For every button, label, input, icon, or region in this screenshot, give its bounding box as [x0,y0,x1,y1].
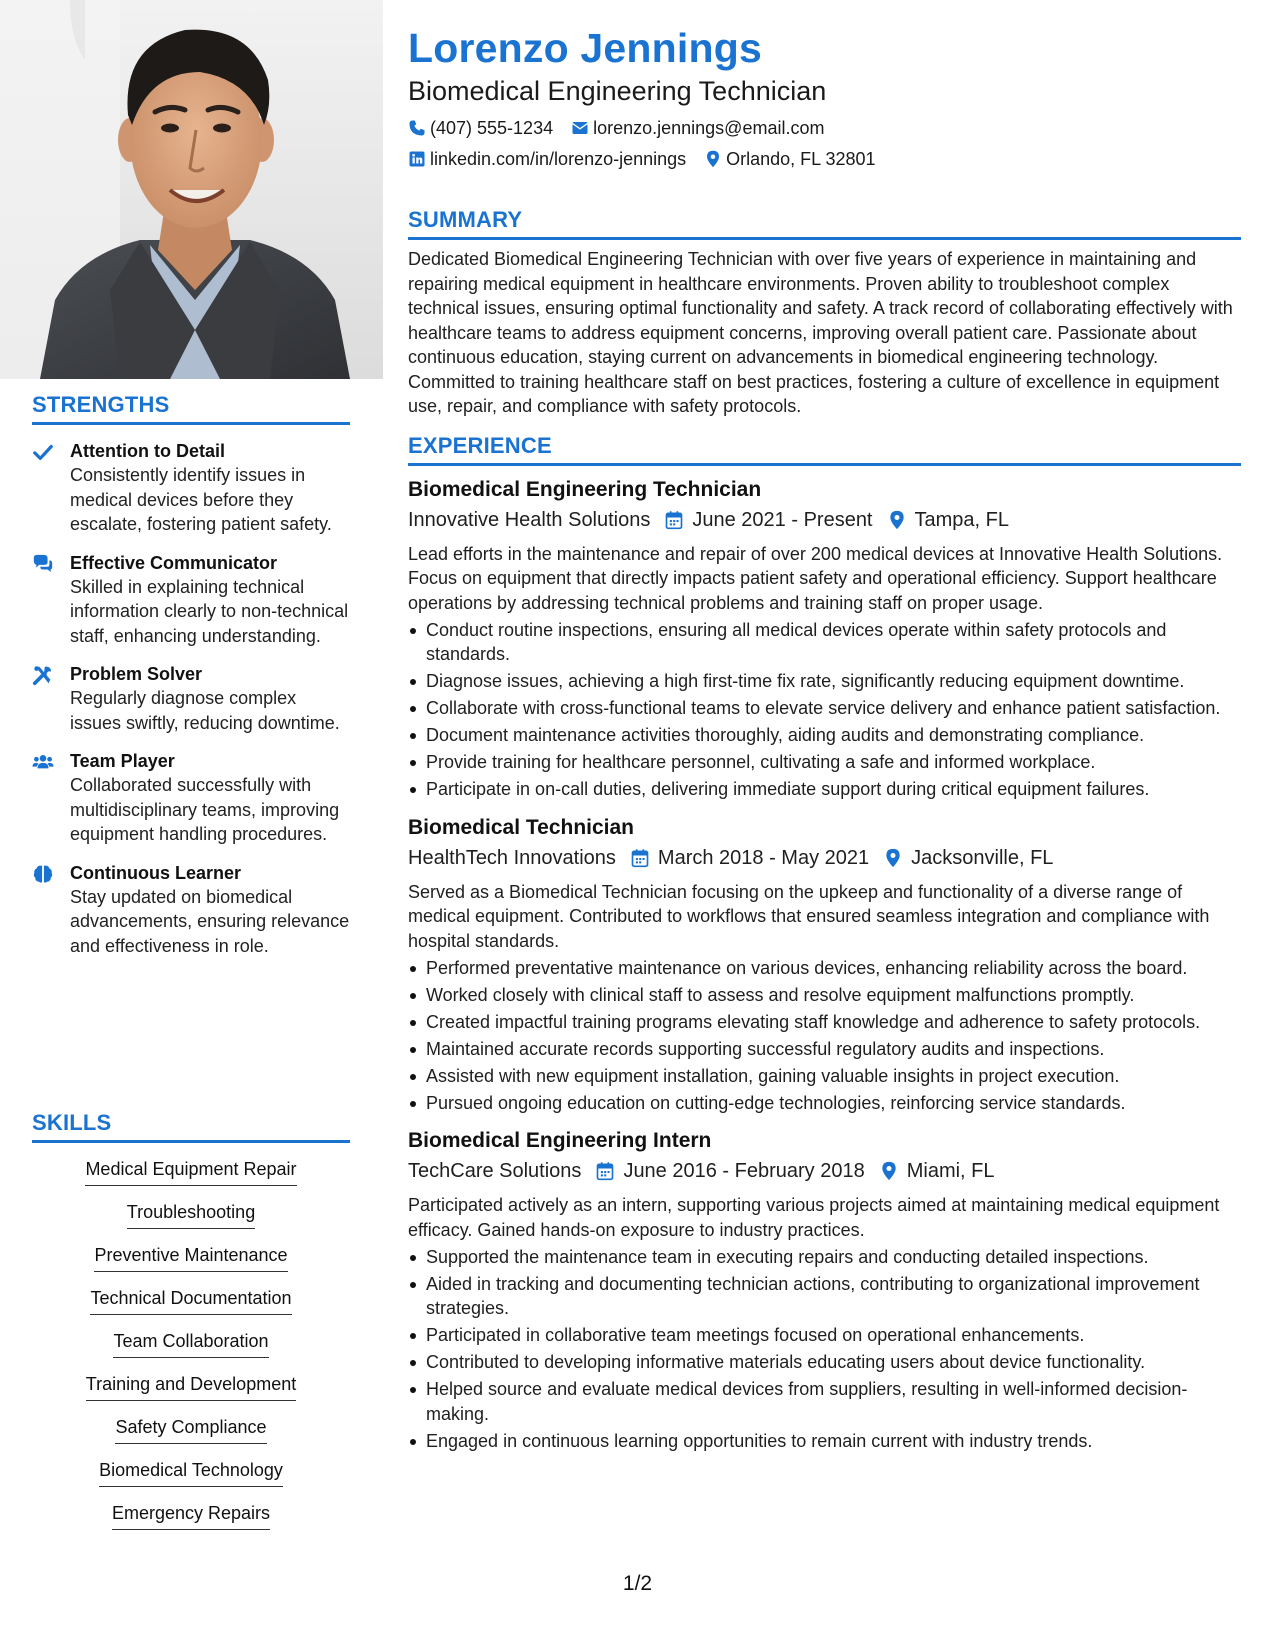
sidebar [0,0,383,1650]
bullet-item: Collaborate with cross-functional teams to elevate service delivery and enhance patient satisfaction. [408,696,1241,721]
bullet-item: Performed preventative maintenance on various devices, enhancing reliability across the board. [408,956,1241,981]
page-number: 1/2 [622,1572,653,1595]
contact-row [408,147,1241,171]
experience-heading: EXPERIENCE [408,433,1241,466]
bullet-item: Document maintenance activities thoroughly, aiding audits and demonstrating compliance. [408,723,1241,748]
strength-title: Attention to Detail [70,441,225,461]
main-content [408,22,1241,1453]
job-bullets [408,1245,1241,1454]
strength-item [32,749,350,847]
job-title: Biomedical Engineering Technician [408,477,762,501]
portrait-photo [0,0,383,379]
strength-desc: Skilled in explaining technical information clearly to non-technical staff, enhancing understanding. [70,576,349,646]
strengths-heading: STRENGTHS [32,392,350,425]
envelope-icon [571,119,589,137]
job-dates: March 2018 - May 2021 [657,846,870,869]
strength-title: Team Player [70,751,175,771]
skill-item: Emergency Repairs [32,1501,350,1530]
job-title: Biomedical Technician [408,815,635,839]
strength-desc: Regularly diagnose complex issues swiftly, reducing downtime. [70,688,340,733]
calendar-icon [664,510,684,530]
strength-desc: Collaborated successfully with multidisciplinary teams, improving equipment handling procedures. [70,775,340,844]
bullet-item: Contributed to developing informative materials educating users about device functionality. [408,1350,1241,1375]
tools-icon [32,662,70,735]
bullet-item: Participated in collaborative team meetings focused on operational enhancements. [408,1323,1241,1348]
job-location: Jacksonville, FL [911,846,1054,869]
phone-icon [408,119,426,137]
skills-heading: SKILLS [32,1110,350,1143]
experience-section [408,433,1241,1454]
skill-item: Team Collaboration [32,1329,350,1358]
bullet-item: Created impactful training programs elevating staff knowledge and adherence to safety protocols. [408,1010,1241,1035]
strength-desc: Stay updated on biomedical advancements, ensuring relevance and effectiveness in role. [70,886,350,956]
job-company: TechCare Solutions [408,1160,582,1182]
bullet-item: Provide training for healthcare personnel, cultivating a safe and informed workplace. [408,750,1241,775]
job-location: Tampa, FL [914,508,1009,531]
bullet-item: Assisted with new equipment installation, gaining valuable insights in project execution. [408,1064,1241,1089]
job-entry [408,814,1241,1116]
bullet-item: Worked closely with clinical staff to assess and resolve equipment malfunctions promptly. [408,983,1241,1008]
map-pin-icon [887,510,907,530]
skill-item: Safety Compliance [32,1415,350,1444]
bullet-item: Pursued ongoing education on cutting-edge technologies, reinforcing service standards. [408,1091,1241,1116]
job-bullets [408,618,1241,802]
profile-photo [0,0,383,379]
skill-item: Biomedical Technology [32,1458,350,1487]
strength-item [32,662,350,735]
email-text: lorenzo.jennings@email.com [593,118,825,138]
skill-item: Training and Development [32,1372,350,1401]
linkedin-contact[interactable] [408,147,686,171]
job-entry [408,1127,1241,1453]
job-dates: June 2021 - Present [692,508,873,531]
job-location: Miami, FL [906,1160,995,1182]
summary-text: Dedicated Biomedical Engineering Technician with over five years of experience in maintaining and repairing medical equipment in healthcare environments. Proven ability to troubleshoot complex technical issues, ensuring optimal functionality and safety. A track record of collaborating effectively with healthcare teams to address equipment concerns, improving overall patient care. Passionate about continuous education, staying current on advancements in biomedical engineering technology. Committed to training healthcare staff on best practices, fostering a culture of excellence in equipment use, repair, and compliance with safety protocols. [408,249,1233,416]
calendar-icon [595,1161,615,1181]
users-icon [32,749,70,847]
skill-item: Medical Equipment Repair [32,1157,350,1186]
bullet-item: Diagnose issues, achieving a high first-time fix rate, significantly reducing equipment downtime. [408,669,1241,694]
contact-row [408,116,1241,140]
strength-item [32,861,350,959]
bullet-item: Participate in on-call duties, delivering immediate support during critical equipment failures. [408,777,1241,802]
email-contact[interactable] [571,116,824,140]
linkedin-icon [408,150,426,168]
job-company: HealthTech Innovations [408,846,616,869]
strength-desc: Consistently identify issues in medical devices before they escalate, fostering patient safety. [70,465,332,534]
job-title: Biomedical Engineering Intern [408,1129,712,1152]
job-description: Lead efforts in the maintenance and repair of over 200 medical devices at Innovative Health Solutions. Focus on equipment that directly impacts patient safety and operational efficiency. Support healthcare operations by addressing technical problems and training staff on proper usage. [408,543,1223,613]
phone-contact[interactable] [408,116,553,140]
brain-icon [32,861,70,959]
check-icon [32,439,70,537]
job-meta [408,1157,1241,1185]
job-meta [408,844,1241,872]
location-text: Orlando, FL 32801 [726,149,876,169]
summary-section [408,207,1241,419]
skills-section [32,1110,350,1530]
bullet-item: Supported the maintenance team in executing repairs and conducting detailed inspections. [408,1245,1241,1270]
linkedin-text: linkedin.com/in/lorenzo-jennings [430,149,687,169]
summary-heading: SUMMARY [408,207,1241,240]
job-entry [408,476,1241,802]
bullet-item: Helped source and evaluate medical devices from suppliers, resulting in well-informed decision-making. [408,1377,1241,1426]
location-contact [704,147,875,171]
bullet-item: Maintained accurate records supporting successful regulatory audits and inspections. [408,1037,1241,1062]
strength-title: Problem Solver [70,664,203,684]
job-dates: June 2016 - February 2018 [623,1160,865,1182]
job-meta [408,506,1241,534]
strengths-section [32,392,350,958]
skill-item: Troubleshooting [32,1200,350,1229]
map-pin-icon [883,848,903,868]
bullet-item: Engaged in continuous learning opportunities to remain current with industry trends. [408,1429,1241,1454]
job-bullets [408,956,1241,1116]
job-description: Participated actively as an intern, supporting various projects aimed at maintaining medical equipment efficacy. Gained hands-on exposure to industry practices. [408,1195,1220,1240]
job-company: Innovative Health Solutions [408,508,651,531]
strength-item [32,551,350,649]
calendar-icon [630,848,650,868]
phone-text: (407) 555-1234 [430,118,554,138]
bullet-item: Aided in tracking and documenting technician actions, contributing to organizational improvement strategies. [408,1272,1241,1321]
strength-item [32,439,350,537]
candidate-name: Lorenzo Jennings [408,25,763,71]
map-pin-icon [704,150,722,168]
candidate-role: Biomedical Engineering Technician [408,76,827,106]
job-description: Served as a Biomedical Technician focusing on the upkeep and functionality of a diverse range of medical equipment. Contributed to workflows that ensured seamless integration and compliance with hospital standards. [408,881,1210,951]
bullet-item: Conduct routine inspections, ensuring all medical devices operate within safety protocols and standards. [408,618,1241,667]
chat-bubbles-icon [32,551,70,649]
strength-title: Effective Communicator [70,552,278,573]
skill-item: Preventive Maintenance [32,1243,350,1272]
skill-item: Technical Documentation [32,1286,350,1315]
map-pin-icon [879,1161,899,1181]
strength-title: Continuous Learner [70,862,242,883]
